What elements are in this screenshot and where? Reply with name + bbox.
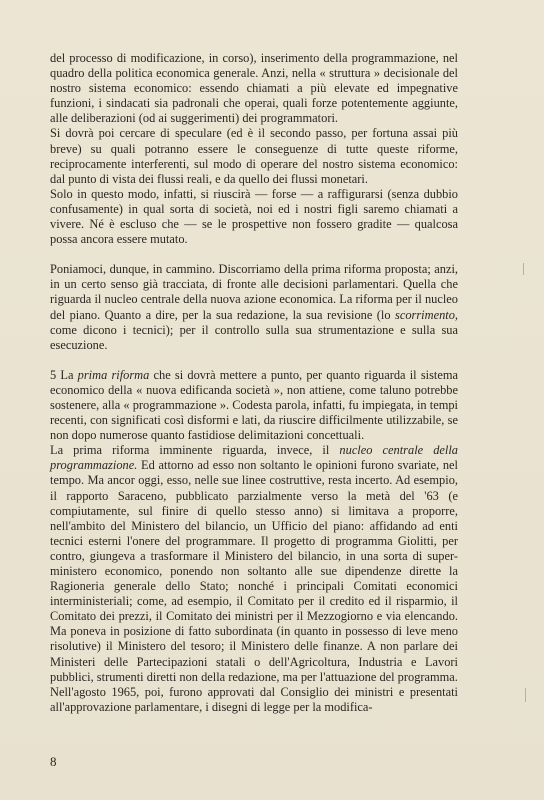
margin-mark xyxy=(523,263,524,275)
paragraph-1: del processo di modificazione, in corso), inserimento della programmazione, nel quadro della politica economica generale. Anzi, nella « struttura » decisionale del nostro sistema economico: essendo chiamati a più elevate ed impegnative funzioni, i sindacati sia padronali che operai, quali forze potentemente aggiunte, alle deliberazioni (od ai suggerimenti) dei programmatori. xyxy=(50,51,458,126)
paragraph-4: Poniamoci, dunque, in cammino. Discorriamo della prima riforma proposta; anzi, in un certo senso già tracciata, di fronte alle decisioni parlamentari. Quella che riguarda il nucleo centrale della nuova azione economica. La riforma per il nucleo del piano. Quanto a dire, per la sua redazione, la sua revisione (lo scorrimento, come dicono i tecnici); per il controllo sulla sua strumentazione e sulla sua esecuzione. xyxy=(50,262,458,352)
paragraph-5: 5 La prima riforma che si dovrà mettere a punto, per quanto riguarda il sistema economico della « nuova edificanda società », non attiene, come taluno potrebbe sostenere, alla « programmazione ». Codesta parola, infatti, fu impiegata, in tempi recenti, con significati così disformi e lati, da riuscire difficilmente utilizzabile, se non dopo numerose quanto fastidiose delimitazioni concettuali. xyxy=(50,367,458,443)
paragraph-6: La prima riforma imminente riguarda, invece, il nucleo centrale della programmazione. Ed attorno ad esso non soltanto le opinioni furono svariate, nel tempo. Ma ancor oggi, esso, nelle sue linee costruttive, resta incerto. Ad esempio, il rapporto Saraceno, pubblicato parzialmente verso la metà del '63 (e compiutamente, sul finire di quello stesso anno) si limitava a proporre, nell'ambito del Ministero del bilancio, un Ufficio del piano: affidando ad enti tecnici esterni l'onere del programmare. Il progetto di programma Giolitti, per contro, giungeva a trasformare il Ministero del bilancio, in una sorta di super-ministero economico, ponendo non soltanto alle sue dipendenze dirette la Ragioneria generale dello Stato; nonché i principali Comitati economici interministeriali; come, ad esempio, il Comitato per il credito ed il risparmio, il Comitato dei prezzi, il Comitato dei ministri per il Mezzogiorno e via elencando. Ma poneva in posizione di fatto subordinata (in quanto in possesso di leve meno risolutive) il Ministero del tesoro; il Ministero delle finanze. A non parlare dei Ministeri delle Partecipazioni statali o dell'Agricoltura, Industria e Lavori pubblici, strumenti diretti non della redazione, ma per l'attuazione del programma. xyxy=(50,443,458,684)
paragraph-3: Solo in questo modo, infatti, si riuscirà — forse — a raffigurarsi (senza dubbio confusamente) in qual sorta di società, noi ed i nostri figli saremo chiamati a vivere. Né è escluso che — se le prospettive non fossero gradite — qualcosa possa ancora essere mutato. xyxy=(50,186,458,247)
page-number: 8 xyxy=(50,754,57,769)
paragraph-7: Nell'agosto 1965, poi, furono approvati dal Consiglio dei ministri e presentati all'approvazione parlamentare, i disegni di legge per la modifica- xyxy=(50,684,458,714)
paragraph-2: Si dovrà poi cercare di speculare (ed è il secondo passo, per fortuna assai più breve) su quali potranno essere le conseguenze di tutte queste riforme, reciprocamente interferenti, sul modo di operare del nostro sistema economico: dal punto di vista dei flussi reali, e da quello dei flussi monetari. xyxy=(50,126,458,186)
body-text xyxy=(50,51,458,715)
margin-mark xyxy=(525,688,526,702)
